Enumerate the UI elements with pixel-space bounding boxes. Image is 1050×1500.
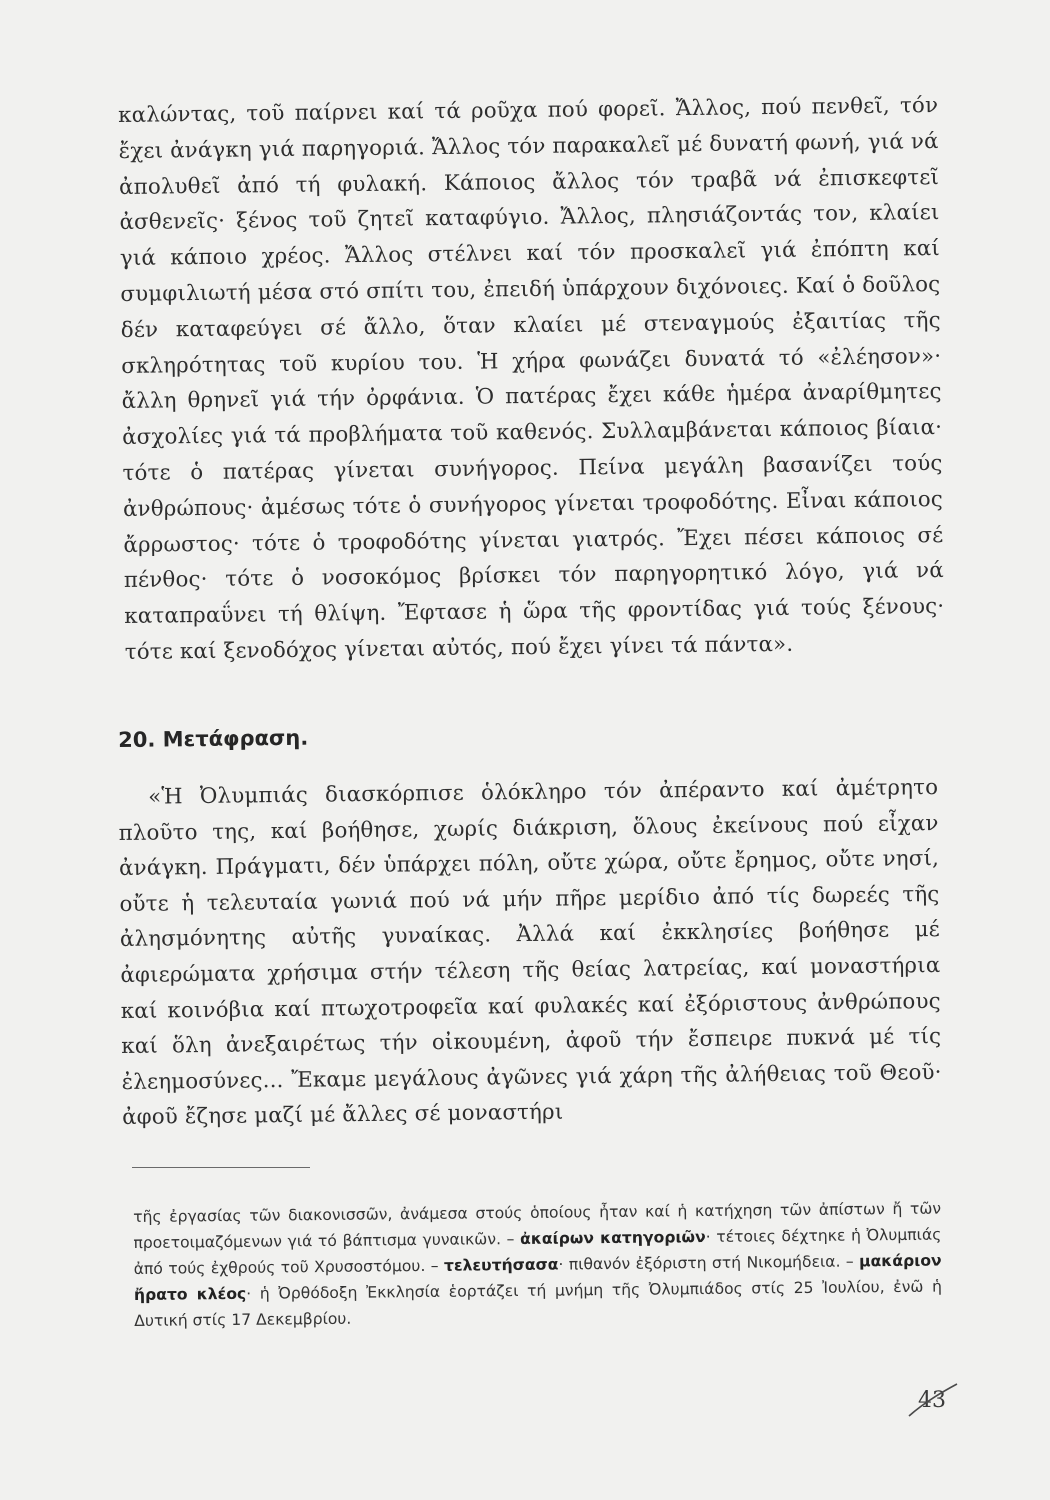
footnote-term: τελευτήσασα [443,1255,559,1275]
footnote [133,1196,942,1334]
pen-stroke-icon [905,1382,961,1418]
footnote-text: · πιθανόν ἐξόριστη στή Νικομήδεια. – [558,1252,860,1274]
footnote-term: ἀκαίρων κατηγοριῶν [519,1228,706,1248]
footnote-text: · ἡ Ὀρθόδοξη Ἐκκλησία ἑορτάζει τή μνήμη τῆς Ὀλυμπιάδος στίς 25 Ἰουλίου, ἐνῶ ἡ Δυτική στίς 17 Δεκεμβρίου. [134,1277,943,1330]
footnote-text: · τέτοιες δέχτηκε ἡ Ὀλυμπιάς ἀπό τούς ἐχθρούς τοῦ Χρυσοστόμου. – [133,1225,942,1278]
translation-paragraph: «Ἡ Ὀλυμπιάς διασκόρπισε ὁλόκληρο τόν ἀπέραντο καί ἀμέτρητο πλοῦτο της, καί βοήθησε, χωρίς διάκριση, ὅλους ἐκείνους πού εἶχαν ἀνάγκη. Πράγματι, δέν ὑπάρχει πόλη, οὔτε χώρα, οὔτε ἔρημος, οὔτε νησί, οὔτε ἡ τελευταία γωνιά πού νά μήν πῆρε μερίδιο ἀπό τίς δωρεές τῆς ἀλησμόνητης αὐτῆς γυναίκας. Ἀλλά καί ἐκκλησίες βοήθησε μέ ἀφιερώματα χρήσιμα στήν τέλεση τῆς θείας λατρείας, καί μοναστήρια καί κοινόβια καί πτωχοτροφεῖα καί φυλακές καί ἐξόριστους ἀνθρώπους καί ὅλη ἀνεξαιρέτως τήν οἰκουμένη, ἀφοῦ τήν ἔσπειρε πυκνά μέ τίς ἐλεημοσύνες... Ἔκαμε μεγάλους ἀγῶνες γιά χάρη τῆς ἀλήθειας τοῦ Θεοῦ· ἀφοῦ ἔζησε μαζί μέ ἄλλες σέ μοναστήρι [118,774,942,1131]
footnote-divider [132,1167,310,1168]
page-number: 43 [918,1388,946,1413]
body-paragraph: καλώντας, τοῦ παίρνει καί τά ροῦχα πού φορεῖ. Ἄλλος, πού πενθεῖ, τόν ἔχει ἀνάγκη γιά παρηγοριά. Ἄλλος τόν παρακαλεῖ μέ δυνατή φωνή, γιά νά ἀπολυθεῖ ἀπό τή φυλακή. Κάποιος ἄλλος τόν τραβᾶ νά ἐπισκεφτεῖ ἀσθενεῖς· ξένος τοῦ ζητεῖ καταφύγιο. Ἄλλος, πλησιάζοντάς τον, κλαίει γιά κάποιο χρέος. Ἄλλος στέλνει καί τόν προσκαλεῖ γιά ἐπόπτη καί συμφιλιωτή μέσα στό σπίτι του, ἐπειδή ὑπάρχουν διχόνοιες. Καί ὁ δοῦλος δέν καταφεύγει σέ ἄλλο, ὅταν κλαίει μέ στεναγμούς ἐξαιτίας τῆς σκληρότητας τοῦ κυρίου του. Ἡ χήρα φωνάζει δυνατά τό «ἐλέησον»· ἄλλη θρηνεῖ γιά τήν ὀρφάνια. Ὁ πατέρας ἔχει κάθε ἡμέρα ἀναρίθμητες ἀσχολίες γιά τά προβλήματα τοῦ καθενός. Συλλαμβάνεται κάποιος βίαια· τότε ὁ πατέρας γίνεται συνήγορος. Πείνα μεγάλη βασανίζει τούς ἀνθρώπους· ἀμέσως τότε ὁ συνήγορος γίνεται τροφοδότης. Εἶναι κάποιος ἄρρωστος· τότε ὁ τροφοδότης γίνεται γιατρός. Ἔχει πέσει κάποιος σέ πένθος· τότε ὁ νοσοκόμος βρίσκει τόν παρηγορητικό λόγο, γιά νά καταπραΰνει τή θλίψη. Ἔφτασε ἡ ὥρα τῆς φροντίδας γιά τούς ξένους· τότε καί ξενοδόχος γίνεται αὐτός, πού ἔχει γίνει τά πάντα». [118,92,945,665]
footnote-text: τῆς ἐργασίας τῶν διακονισσῶν, ἀνάμεσα στούς ὁποίους ἦταν καί ἡ κατήχηση τῶν ἀπίστων ἤ τῶν προετοιμαζόμενων γιά τό βάπτισμα γυναικῶν. – [133,1199,942,1252]
footnote-term: μακάριον ἤρατο κλέος [133,1251,942,1304]
section-heading: 20. Μετάφραση. [118,725,309,752]
